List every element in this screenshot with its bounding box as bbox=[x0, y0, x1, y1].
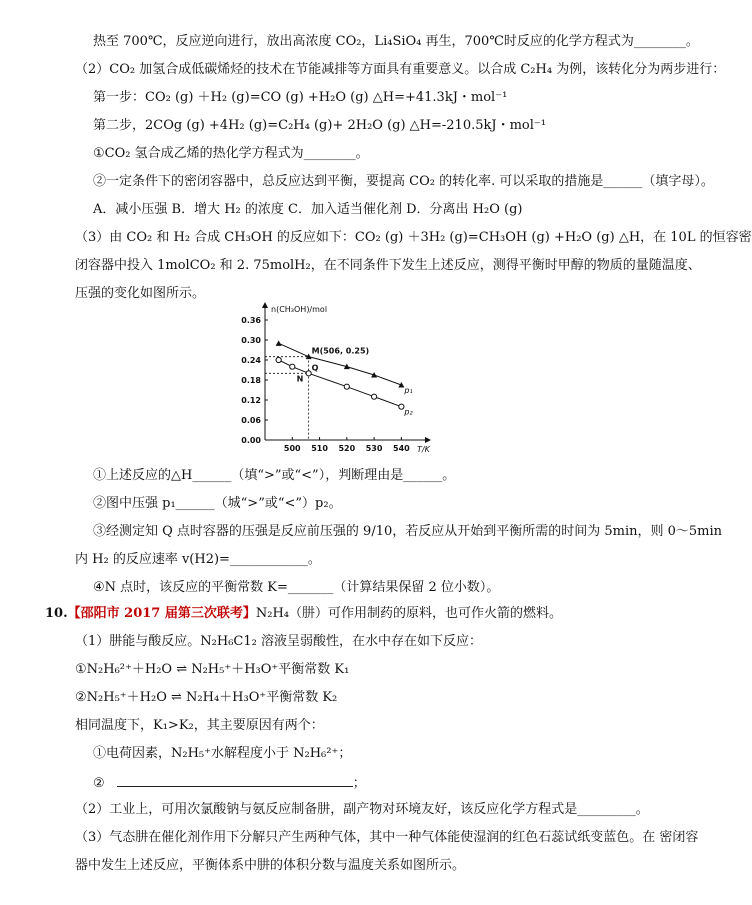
sub-question-1: ①CO₂ 氢合成乙烯的热化学方程式为________。 bbox=[93, 146, 369, 161]
sub-question-3: ③经测定知 Q 点时容器的压强是反应前压强的 9/10，若反应从开始到平衡所需的时间为 5min，则 0～5min bbox=[93, 524, 723, 539]
step-one-equation: 第一步：CO₂ (g) ＋H₂ (g)=CO (g) +H₂O (g) △H=+41.3kJ・mol⁻¹ bbox=[93, 90, 508, 105]
annotation-label: Q bbox=[311, 363, 319, 373]
x-tick-label: 520 bbox=[338, 444, 356, 453]
sub-question-2: ②一定条件下的密闭容器中，总反应达到平衡，要提高 CO₂ 的转化率. 可以采取的措施是______（填字母）。 bbox=[93, 174, 714, 189]
question-10-header bbox=[45, 606, 562, 622]
annotation-label: N bbox=[296, 374, 304, 384]
x-tick-label: 510 bbox=[311, 444, 328, 453]
y-axis-arrow bbox=[262, 302, 268, 308]
reason-2-marker: ② bbox=[93, 776, 105, 791]
y-tick-label: 0.12 bbox=[241, 396, 261, 405]
x-tick-label: 530 bbox=[365, 444, 383, 453]
y-axis-title: n(CH₃OH)/mol bbox=[271, 305, 328, 314]
text-line: 内 H₂ 的反应速率 v(H2)=____________。 bbox=[75, 552, 321, 567]
x-axis-arrow bbox=[425, 437, 431, 443]
data-point bbox=[276, 357, 281, 362]
data-point bbox=[290, 364, 295, 369]
sub-question-1: ①上述反应的△H______（填“>”或“<”），判断理由是______。 bbox=[93, 468, 456, 483]
question-text: N₂H₄（肼）可作用制药的原料，也可作火箭的燃料。 bbox=[255, 606, 562, 621]
reason-2 bbox=[93, 774, 366, 792]
question-number: 10. bbox=[45, 606, 68, 621]
data-point bbox=[276, 340, 282, 346]
x-axis-title: T/K bbox=[417, 445, 430, 454]
y-tick-label: 0.24 bbox=[241, 356, 261, 365]
text-line: 闭容器中投入 1molCO₂ 和 2. 75molH₂，在不同条件下发生上述反应，测得平衡时甲醇的物质的量随温度、 bbox=[75, 258, 701, 273]
sub-question-4: ④N 点时，该反应的平衡常数 K=_______（计算结果保留 2 位小数）。 bbox=[93, 580, 500, 595]
y-tick-label: 0.36 bbox=[241, 316, 261, 325]
series-label: p₂ bbox=[404, 407, 413, 417]
equilibrium-2: ②N₂H₅⁺＋H₂O ⇌ N₂H₄＋H₃O⁺平衡常数 K₂ bbox=[75, 690, 338, 705]
text-line: 热至 700℃，反应逆向进行，放出高浓度 CO₂，Li₄SiO₄ 再生，700℃时反应的化学方程式为________。 bbox=[93, 34, 699, 49]
reason-1: ①电荷因素，N₂H₅⁺水解程度小于 N₂H₆²⁺； bbox=[93, 746, 352, 761]
y-tick-label: 0.00 bbox=[241, 436, 261, 445]
question-part-2: （2）工业上，可用次氯酸钠与氨反应制备肼，副产物对环境友好，该反应化学方程式是_________。 bbox=[75, 802, 649, 817]
question-part-3: （3）气态肼在催化剂作用下分解只产生两种气体，其中一种气体能使湿润的红色石蕊试纸变蓝色。在 密闭容 bbox=[75, 830, 699, 845]
data-point bbox=[306, 371, 311, 376]
y-tick-label: 0.06 bbox=[241, 416, 261, 425]
answer-options: A．减小压强 B．增大 H₂ 的浓度 C．加入适当催化剂 D．分离出 H₂O (g) bbox=[93, 202, 523, 217]
y-tick-label: 0.30 bbox=[241, 336, 261, 345]
data-point bbox=[371, 394, 376, 399]
text-line: 压强的变化如图所示。 bbox=[75, 286, 206, 301]
question-part-3: （3）由 CO₂ 和 H₂ 合成 CH₃OH 的反应如下：CO₂ (g) ＋3H₂ (g)=CH₃OH (g) +H₂O (g) △H，在 10L 的恒容密 bbox=[75, 230, 752, 245]
equilibrium-1: ①N₂H₆²⁺＋H₂O ⇌ N₂H₅⁺＋H₃O⁺平衡常数 K₁ bbox=[75, 662, 350, 677]
step-two-equation: 第二步，2COg (g) +4H₂ (g)=C₂H₄ (g)+ 2H₂O (g) △H=-210.5kJ・mol⁻¹ bbox=[93, 118, 546, 133]
series-label: p₁ bbox=[404, 386, 413, 395]
question-source: 【邵阳市 2017 届第三次联考】 bbox=[67, 606, 256, 621]
text-line: 相同温度下，K₁>K₂，其主要原因有两个： bbox=[75, 718, 324, 733]
answer-blank[interactable] bbox=[117, 774, 353, 787]
sub-question-2: ②图中压强 p₁______（城“>”或“<”）p₂。 bbox=[93, 496, 342, 511]
x-tick-label: 500 bbox=[283, 444, 301, 453]
y-tick-label: 0.18 bbox=[241, 376, 261, 385]
data-point bbox=[399, 404, 404, 409]
semicolon: ； bbox=[352, 776, 366, 791]
text-line: 器中发生上述反应，平衡体系中肼的体积分数与温度关系如图所示。 bbox=[75, 858, 466, 873]
methanol-chart bbox=[225, 302, 435, 460]
data-point bbox=[344, 384, 349, 389]
question-part-2: （2）CO₂ 加氢合成低碳烯烃的技术在节能减排等方面具有重要意义。以合成 C₂H₄ 为例，该转化分为两步进行： bbox=[75, 62, 726, 77]
question-part-1: （1）肼能与酸反应。N₂H₆C1₂ 溶液呈弱酸性，在水中存在如下反应： bbox=[75, 634, 482, 649]
x-tick-label: 540 bbox=[393, 444, 410, 453]
annotation-label: M(506, 0.25) bbox=[311, 346, 370, 356]
